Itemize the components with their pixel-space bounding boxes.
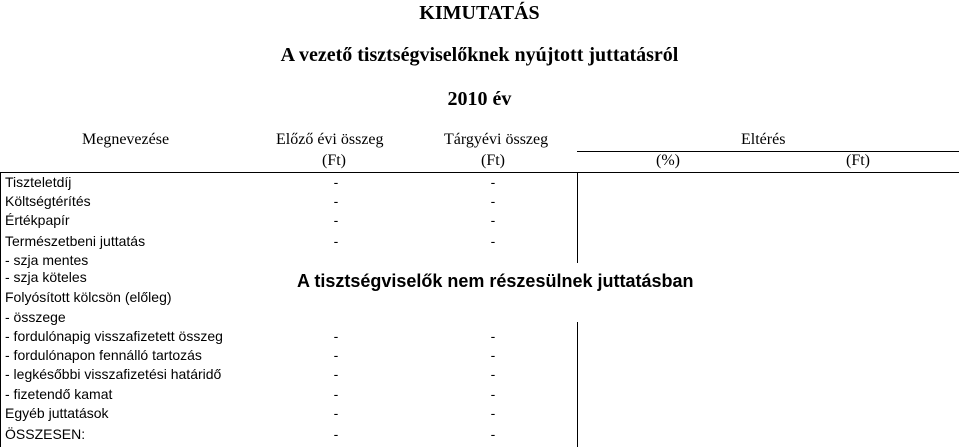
row-prev: - (333, 174, 339, 190)
row-prev: - (333, 233, 339, 249)
header-diff: Eltérés (741, 131, 786, 148)
row-label: Költségtérítés (5, 193, 91, 209)
header-curr: Tárgyévi összeg (444, 131, 549, 148)
row-prev: - (333, 405, 339, 421)
row-prev: - (333, 347, 339, 363)
header-prev: Előző évi összeg (276, 131, 384, 148)
table-row (0, 365, 959, 384)
table-row (0, 385, 959, 404)
header-curr-unit: (Ft) (481, 152, 505, 169)
row-label: - összege (5, 309, 66, 325)
row-label: Tiszteletdíj (5, 174, 72, 190)
row-curr: - (490, 212, 496, 228)
table-row (0, 173, 959, 192)
document-subtitle: A vezető tisztségviselőknek nyújtott juttatásról (280, 44, 679, 66)
table-row (0, 232, 959, 251)
header-diff-pct: (%) (656, 152, 680, 169)
row-label: - legkésőbbi visszafizetési határidő (5, 366, 222, 382)
table-row-total (0, 425, 959, 444)
table-row (0, 211, 959, 230)
header-prev-unit: (Ft) (322, 152, 346, 169)
row-label: - szja köteles (5, 269, 87, 285)
table-row (0, 192, 959, 211)
row-curr: - (490, 193, 496, 209)
document-title: KIMUTATÁS (419, 2, 540, 24)
row-label: Értékpapír (5, 212, 70, 228)
header-divider (577, 151, 959, 152)
table-row (0, 327, 959, 346)
row-label: - fordulónapon fennálló tartozás (5, 347, 202, 363)
header-name: Megnevezése (82, 131, 170, 148)
no-benefits-notice: A tisztségviselők nem részesülnek juttatásban (297, 271, 694, 291)
row-curr: - (490, 386, 496, 402)
row-prev: - (333, 193, 339, 209)
row-curr: - (490, 426, 496, 442)
row-prev: - (333, 426, 339, 442)
row-curr: - (490, 328, 496, 344)
row-prev: - (333, 212, 339, 228)
row-curr: - (490, 347, 496, 363)
table-row (0, 404, 959, 423)
table-row (0, 346, 959, 365)
row-curr: - (490, 405, 496, 421)
row-curr: - (490, 174, 496, 190)
row-curr: - (490, 233, 496, 249)
row-label: - szja mentes (5, 252, 89, 268)
row-curr: - (490, 366, 496, 382)
row-label: ÖSSZESEN: (5, 426, 86, 442)
row-label: Folyósított kölcsön (előleg) (5, 289, 172, 305)
header-diff-ft: (Ft) (846, 152, 870, 169)
row-prev: - (333, 328, 339, 344)
row-prev: - (333, 366, 339, 382)
row-label: Természetbeni juttatás (5, 233, 146, 249)
row-label: - fordulónapig visszafizetett összeg (5, 328, 223, 344)
row-label: - fizetendő kamat (5, 386, 113, 402)
document-year: 2010 év (447, 88, 512, 110)
row-label: Egyéb juttatások (5, 405, 109, 421)
row-prev: - (333, 386, 339, 402)
table-row (0, 308, 959, 327)
